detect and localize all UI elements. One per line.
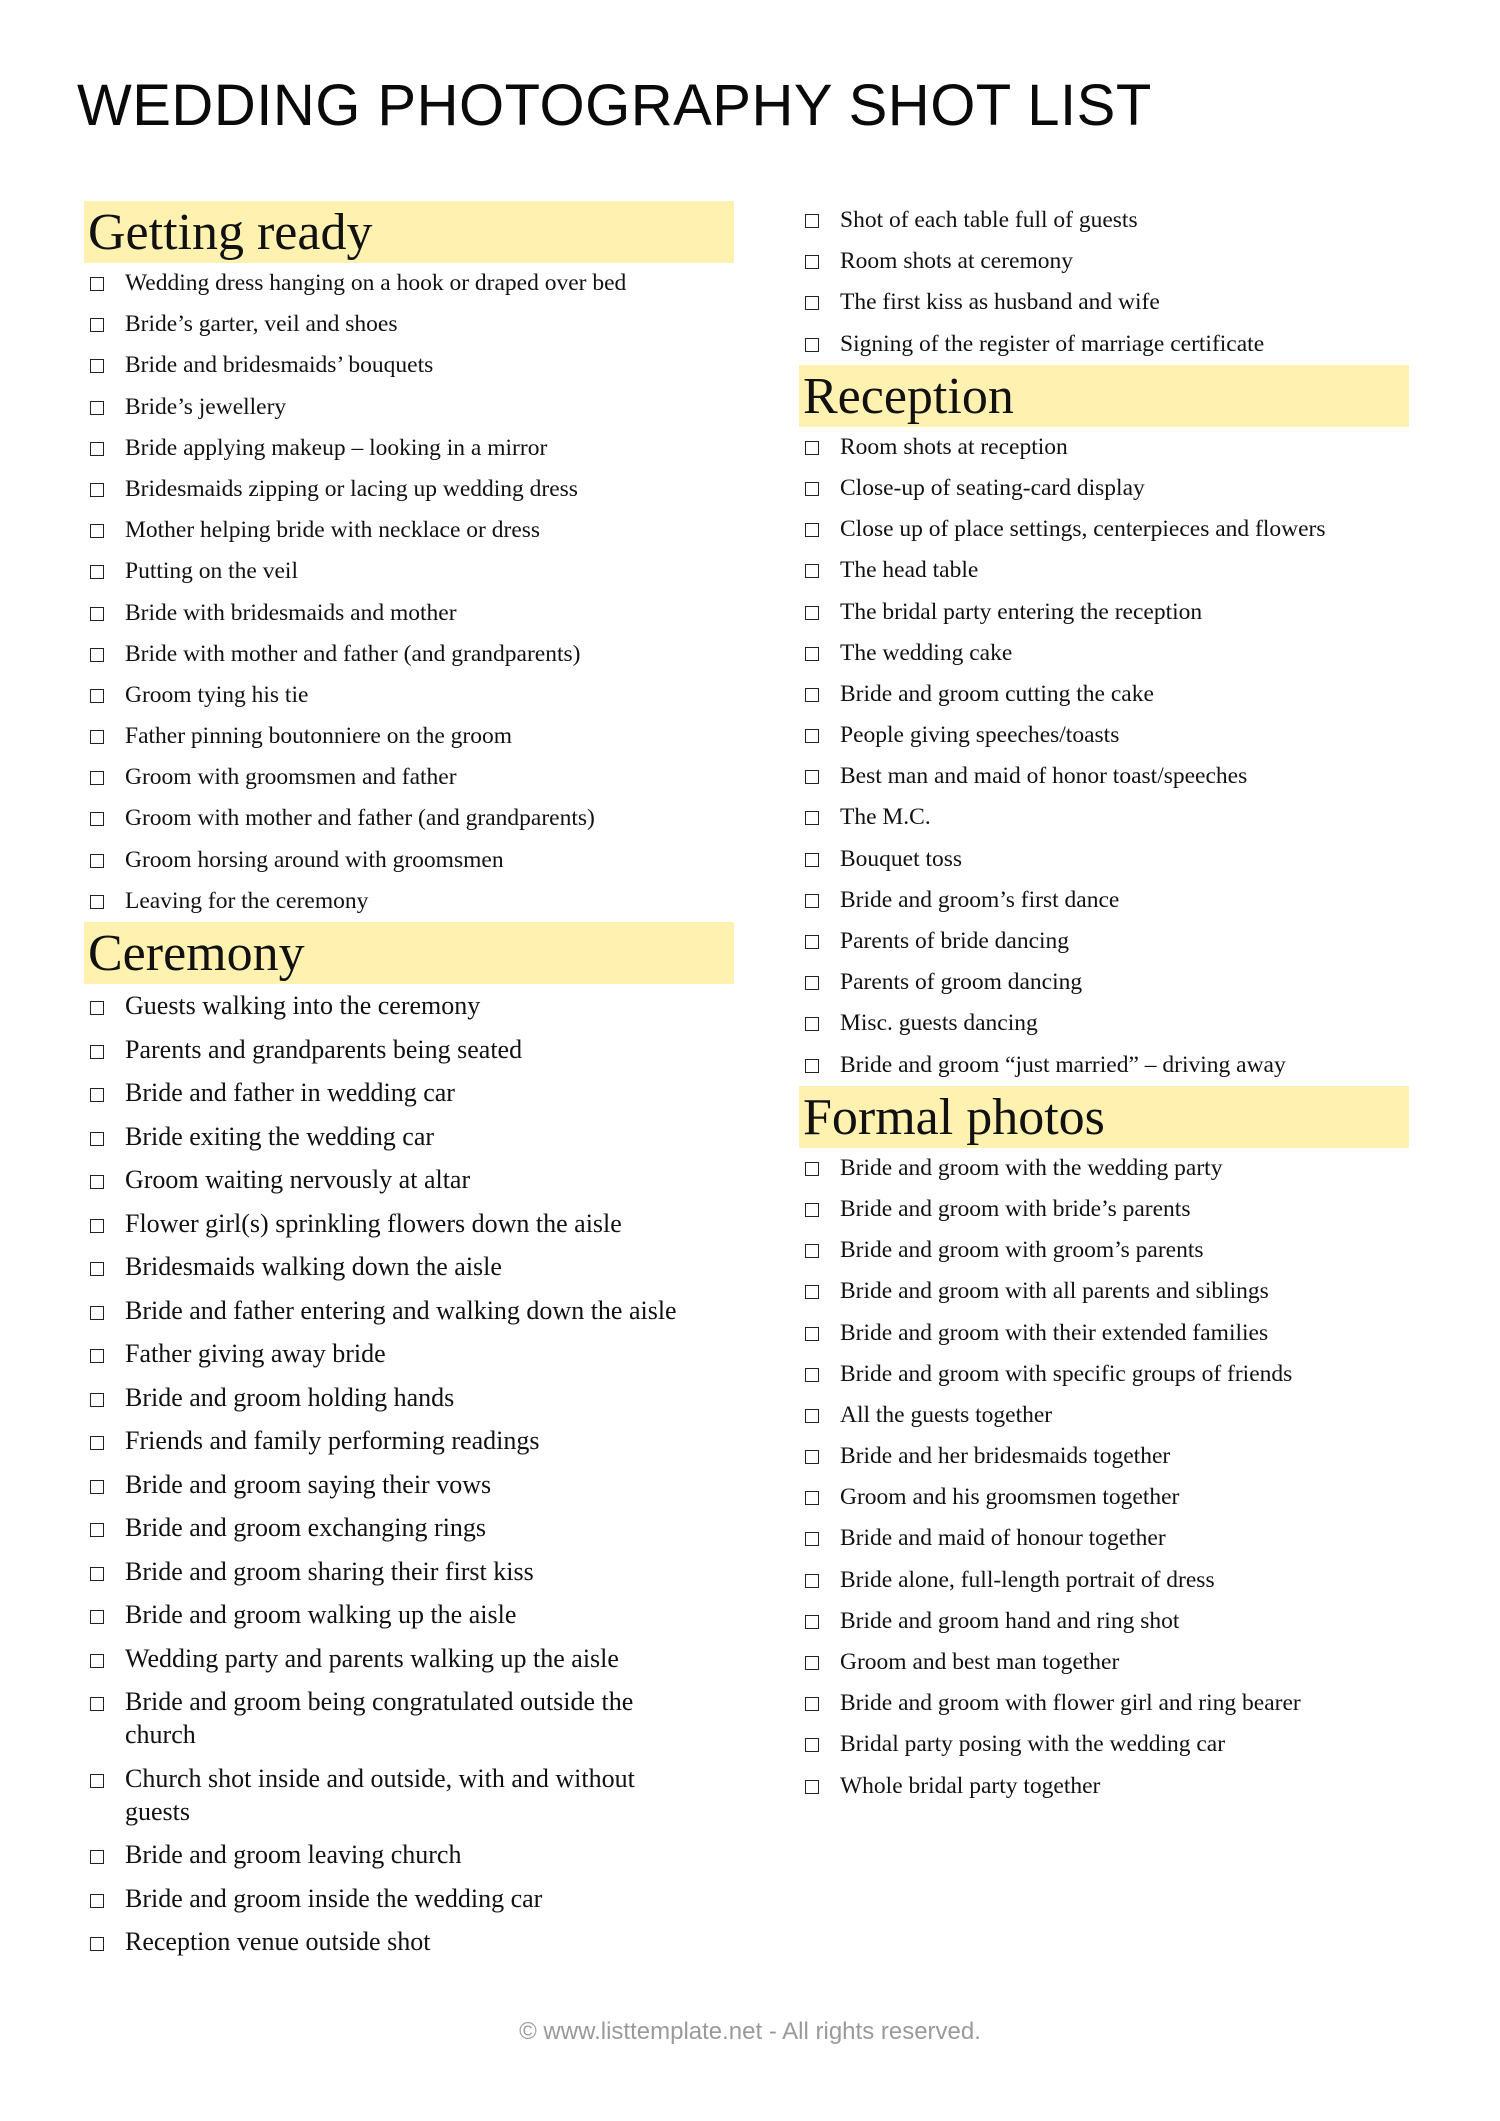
page-title: WEDDING PHOTOGRAPHY SHOT LIST — [77, 73, 1152, 138]
section-heading-reception: Reception — [799, 365, 1409, 427]
checklist-item-label: Guests walking into the ceremony — [125, 991, 481, 1020]
checkbox-icon[interactable] — [805, 564, 819, 578]
checklist-item-label: Groom and his groomsmen together — [840, 1484, 1180, 1511]
checkbox-icon[interactable] — [90, 1306, 104, 1320]
checklist-item-label: Father giving away bride — [125, 1339, 386, 1368]
checkbox-icon[interactable] — [90, 1654, 104, 1668]
checklist-item — [799, 1436, 1409, 1477]
checklist-item — [799, 592, 1409, 633]
checklist-item — [799, 1518, 1409, 1559]
checkbox-icon[interactable] — [805, 338, 819, 352]
checkbox-icon[interactable] — [90, 318, 104, 332]
checklist-item — [84, 881, 734, 922]
checklist-item — [84, 387, 734, 428]
checkbox-icon[interactable] — [90, 1001, 104, 1015]
checkbox-icon[interactable] — [805, 255, 819, 269]
checklist-item — [84, 1332, 734, 1376]
checkbox-icon[interactable] — [90, 1436, 104, 1450]
checkbox-icon[interactable] — [90, 689, 104, 703]
checklist-item-label: Bride and groom saying their vows — [125, 1469, 492, 1499]
checklist-item — [84, 345, 734, 386]
checkbox-icon[interactable] — [805, 1697, 819, 1711]
checklist-item — [84, 634, 734, 675]
checklist-item-label: Close up of place settings, centerpieces and flowers — [840, 516, 1326, 543]
checkbox-icon[interactable] — [90, 483, 104, 497]
checkbox-icon[interactable] — [805, 1409, 819, 1423]
checklist-item — [799, 674, 1409, 715]
checkbox-icon[interactable] — [805, 296, 819, 310]
checklist-item — [799, 880, 1409, 921]
checklist-item — [799, 1683, 1409, 1724]
checkbox-icon[interactable] — [90, 1219, 104, 1233]
checkbox-icon[interactable] — [90, 730, 104, 744]
checkbox-icon[interactable] — [90, 1937, 104, 1951]
checkbox-icon[interactable] — [805, 1285, 819, 1299]
checklist-item — [799, 715, 1409, 756]
checklist-item-label: The wedding cake — [840, 639, 1013, 666]
checklist-item-label: Flower girl(s) sprinkling flowers down the aisle — [125, 1208, 622, 1238]
checklist-item-label: Misc. guests dancing — [840, 1010, 1038, 1037]
checklist-item — [84, 1115, 734, 1159]
checklist-item-label: Bride applying makeup – looking in a mirror — [125, 434, 548, 461]
checklist-item — [799, 1045, 1409, 1086]
checklist-item — [84, 798, 734, 839]
checklist-item-label: Bride and groom exchanging rings — [125, 1513, 487, 1542]
checkbox-icon[interactable] — [805, 482, 819, 496]
checklist-item-label: Bride and groom with groom’s parents — [840, 1237, 1204, 1264]
checklist-item — [799, 756, 1409, 797]
checkbox-icon[interactable] — [805, 770, 819, 784]
checkbox-icon[interactable] — [805, 1203, 819, 1217]
checklist-item-label: The bridal party entering the reception — [840, 598, 1203, 625]
checkbox-icon[interactable] — [90, 812, 104, 826]
checklist-item — [84, 1550, 734, 1594]
checkbox-icon[interactable] — [90, 1697, 104, 1711]
checklist-item — [799, 1601, 1409, 1642]
checkbox-icon[interactable] — [90, 648, 104, 662]
checkbox-icon[interactable] — [90, 607, 104, 621]
checkbox-icon[interactable] — [90, 524, 104, 538]
checklist-item-label: Parents of bride dancing — [840, 928, 1070, 954]
checkbox-icon[interactable] — [90, 1894, 104, 1908]
checklist-item — [84, 551, 734, 592]
checkbox-icon[interactable] — [90, 1262, 104, 1276]
checklist-item-label: Groom with groomsmen and father — [125, 764, 457, 791]
checklist-item-label: Groom waiting nervously at altar — [125, 1165, 471, 1194]
checklist-item-label: Bride and groom’s first dance — [840, 886, 1120, 913]
checkbox-icon[interactable] — [805, 647, 819, 661]
checklist-item-label: Signing of the register of marriage certificate — [840, 330, 1265, 357]
checkbox-icon[interactable] — [805, 853, 819, 867]
checklist-item — [84, 304, 734, 345]
checklist-item-label: Bride alone, full-length portrait of dress — [840, 1566, 1215, 1593]
checklist-item-label: Bride and groom sharing their first kiss — [125, 1556, 534, 1586]
checklist-item — [84, 1593, 734, 1637]
checklist-item-label: Bride and groom with all parents and siblings — [840, 1278, 1269, 1305]
checklist-item — [799, 468, 1409, 509]
ceremony-continued-list — [799, 200, 1409, 365]
checklist-item — [84, 510, 734, 551]
checklist-item — [799, 1724, 1409, 1765]
checklist-item-label: Bride and groom with the wedding party — [840, 1154, 1223, 1181]
checklist-item — [799, 1313, 1409, 1354]
checklist-item-label: Wedding dress hanging on a hook or draped over bed — [125, 270, 627, 296]
left-column — [84, 201, 734, 1964]
checklist-item — [799, 241, 1409, 282]
checkbox-icon[interactable] — [90, 565, 104, 579]
checkbox-icon[interactable] — [90, 1774, 104, 1788]
checklist-item — [84, 984, 734, 1028]
checklist-item-label: Groom horsing around with groomsmen — [125, 846, 504, 873]
checklist-item-label: Bride’s garter, veil and shoes — [125, 311, 398, 338]
checklist-item-label: Best man and maid of honor toast/speeches — [840, 763, 1248, 790]
checklist-item — [799, 550, 1409, 591]
checklist-item — [799, 282, 1409, 323]
checklist-item — [799, 962, 1409, 1003]
checklist-item-label: Bride with bridesmaids and mother — [125, 599, 457, 626]
checkbox-icon[interactable] — [805, 1532, 819, 1546]
checkbox-icon[interactable] — [805, 1615, 819, 1629]
checklist-item-label: The first kiss as husband and wife — [840, 289, 1160, 316]
checklist-item-label: Friends and family performing readings — [125, 1426, 540, 1455]
ceremony-list — [84, 984, 734, 1964]
checkbox-icon[interactable] — [805, 1244, 819, 1258]
checkbox-icon[interactable] — [90, 1480, 104, 1494]
checkbox-icon[interactable] — [805, 523, 819, 537]
checklist-item — [799, 1003, 1409, 1044]
checklist-item — [799, 509, 1409, 550]
getting-ready-list — [84, 263, 734, 922]
checklist-item — [799, 324, 1409, 365]
checkbox-icon[interactable] — [805, 1368, 819, 1382]
checklist-item — [84, 716, 734, 757]
checkbox-icon[interactable] — [805, 1162, 819, 1176]
checklist-item-label: Bride’s jewellery — [125, 393, 287, 420]
checklist-item — [84, 428, 734, 469]
checklist-item — [799, 1642, 1409, 1683]
checklist-item — [84, 757, 734, 798]
checklist-item-label: Bridal party posing with the wedding car — [840, 1731, 1226, 1758]
checklist-item-label: Bride and groom cutting the cake — [840, 680, 1154, 707]
checklist-item-label: Church shot inside and outside, with and without guests — [125, 1763, 635, 1826]
checklist-item — [84, 1289, 734, 1333]
checkbox-icon[interactable] — [90, 1349, 104, 1363]
checkbox-icon[interactable] — [805, 976, 819, 990]
checkbox-icon[interactable] — [90, 442, 104, 456]
checklist-item-label: Bride with mother and father (and grandparents) — [125, 640, 581, 667]
checklist-item — [84, 1376, 734, 1420]
checkbox-icon[interactable] — [805, 1491, 819, 1505]
checkbox-icon[interactable] — [90, 1850, 104, 1864]
checklist-item — [799, 1230, 1409, 1271]
checklist-item — [84, 1028, 734, 1072]
checkbox-icon[interactable] — [90, 1567, 104, 1581]
checkbox-icon[interactable] — [805, 688, 819, 702]
checkbox-icon[interactable] — [805, 1059, 819, 1073]
checklist-item — [84, 1920, 734, 1964]
checklist-item — [799, 1477, 1409, 1518]
checklist-item — [84, 1637, 734, 1681]
checkbox-icon[interactable] — [805, 935, 819, 949]
checklist-item-label: Bride and groom holding hands — [125, 1382, 455, 1412]
checkbox-icon[interactable] — [805, 1656, 819, 1670]
checklist-item-label: Close-up of seating-card display — [840, 474, 1145, 501]
checklist-item-label: Bride and her bridesmaids together — [840, 1443, 1171, 1470]
section-heading-ceremony: Ceremony — [84, 922, 734, 984]
checklist-item-label: Bride and groom with bride’s parents — [840, 1195, 1191, 1222]
checklist-item — [799, 1395, 1409, 1436]
checklist-item-label: Mother helping bride with necklace or dress — [125, 517, 541, 544]
checklist-item-label: Bride and groom inside the wedding car — [125, 1883, 543, 1913]
checklist-item — [799, 839, 1409, 880]
checklist-item-label: Bride exiting the wedding car — [125, 1121, 435, 1151]
checklist-item-label: Room shots at ceremony — [840, 248, 1074, 275]
checkbox-icon[interactable] — [90, 895, 104, 909]
checklist-item — [84, 1158, 734, 1202]
checklist-item-label: Bride and groom being congratulated outside the church — [125, 1687, 634, 1749]
checklist-item-label: Whole bridal party together — [840, 1772, 1101, 1799]
checklist-item-label: Bridesmaids walking down the aisle — [125, 1252, 502, 1281]
checklist-item — [84, 1071, 734, 1115]
checklist-item — [84, 1680, 734, 1757]
checklist-item-label: Bride and maid of honour together — [840, 1525, 1166, 1552]
checklist-item-label: Groom tying his tie — [125, 681, 309, 708]
checklist-item — [799, 1189, 1409, 1230]
checklist-item-label: Bride and father entering and walking down the aisle — [125, 1295, 677, 1325]
checklist-item — [799, 1354, 1409, 1395]
checklist-item — [799, 200, 1409, 241]
checklist-item-label: Bridesmaids zipping or lacing up wedding dress — [125, 475, 578, 502]
checklist-item — [84, 675, 734, 716]
checkbox-icon[interactable] — [805, 1450, 819, 1464]
checklist-item-label: Bride and groom “just married” – driving away — [840, 1051, 1286, 1078]
checkbox-icon[interactable] — [90, 277, 104, 291]
checklist-item-label: Bride and groom with specific groups of friends — [840, 1360, 1293, 1387]
checklist-item — [799, 1560, 1409, 1601]
checklist-item-label: Bride and groom walking up the aisle — [125, 1600, 517, 1629]
checklist-item — [84, 1833, 734, 1877]
checklist-item-label: Putting on the veil — [125, 558, 298, 585]
checkbox-icon[interactable] — [805, 1327, 819, 1341]
checkbox-icon[interactable] — [90, 771, 104, 785]
checklist-item — [799, 1766, 1409, 1807]
checklist-item — [84, 840, 734, 881]
checklist-item — [84, 1757, 734, 1834]
checklist-item — [84, 1245, 734, 1289]
checklist-item-label: Bouquet toss — [840, 845, 963, 872]
checkbox-icon[interactable] — [805, 1574, 819, 1588]
checkbox-icon[interactable] — [805, 1017, 819, 1031]
checklist-item — [84, 593, 734, 634]
checklist-item — [84, 1419, 734, 1463]
checklist-item-label: Parents of groom dancing — [840, 969, 1083, 996]
checklist-item-label: Bride and groom with their extended families — [840, 1319, 1269, 1346]
checklist-item-label: Bride and groom leaving church — [125, 1840, 462, 1869]
checkbox-icon[interactable] — [90, 1132, 104, 1146]
checklist-item-label: Bride and groom hand and ring shot — [840, 1607, 1180, 1634]
checkbox-icon[interactable] — [90, 359, 104, 373]
checkbox-icon[interactable] — [805, 729, 819, 743]
checklist-item-label: Room shots at reception — [840, 433, 1068, 460]
checkbox-icon[interactable] — [90, 1088, 104, 1102]
checklist-item — [84, 1463, 734, 1507]
checklist-item-label: Parents and grandparents being seated — [125, 1034, 523, 1064]
checkbox-icon[interactable] — [805, 606, 819, 620]
checkbox-icon[interactable] — [805, 811, 819, 825]
checkbox-icon[interactable] — [805, 214, 819, 228]
checkbox-icon[interactable] — [90, 1045, 104, 1059]
checklist-item-label: Bride and father in wedding car — [125, 1078, 455, 1107]
section-heading-getting-ready: Getting ready — [84, 201, 734, 263]
checklist-item-label: The head table — [840, 557, 979, 584]
checklist-item-label: Groom with mother and father (and grandparents) — [125, 805, 595, 832]
checklist-item — [799, 921, 1409, 962]
checklist-item-label: All the guests together — [840, 1401, 1053, 1428]
checklist-item — [799, 1271, 1409, 1312]
checklist-item-label: Father pinning boutonniere on the groom — [125, 723, 513, 750]
checklist-item-label: The M.C. — [840, 804, 931, 831]
checkbox-icon[interactable] — [90, 1610, 104, 1624]
formal-photos-list — [799, 1148, 1409, 1807]
checklist-item — [799, 633, 1409, 674]
right-column — [799, 200, 1409, 1807]
checklist-item-label: Bride and bridesmaids’ bouquets — [125, 352, 434, 379]
checklist-item-label: People giving speeches/toasts — [840, 722, 1120, 749]
checkbox-icon[interactable] — [90, 401, 104, 415]
checklist-item-label: Groom and best man together — [840, 1649, 1120, 1675]
checklist-item — [799, 797, 1409, 838]
checkbox-icon[interactable] — [90, 854, 104, 868]
checkbox-icon[interactable] — [805, 894, 819, 908]
reception-list — [799, 427, 1409, 1086]
checklist-item — [84, 469, 734, 510]
copyright-footer: © www.listtemplate.net - All rights reserved. — [519, 2018, 981, 2045]
checklist-item-label: Bride and groom with flower girl and ring bearer — [840, 1690, 1301, 1717]
checklist-item — [84, 1506, 734, 1550]
checklist-item — [799, 427, 1409, 468]
checkbox-icon[interactable] — [805, 1780, 819, 1794]
checklist-item — [84, 1202, 734, 1246]
checkbox-icon[interactable] — [90, 1393, 104, 1407]
checklist-item-label: Shot of each table full of guests — [840, 207, 1138, 233]
checklist-item-label: Leaving for the ceremony — [125, 887, 369, 914]
checklist-item — [799, 1148, 1409, 1189]
checkbox-icon[interactable] — [90, 1175, 104, 1189]
section-heading-formal-photos: Formal photos — [799, 1086, 1409, 1148]
checklist-item — [84, 1877, 734, 1921]
checkbox-icon[interactable] — [90, 1523, 104, 1537]
checklist-item-label: Reception venue outside shot — [125, 1927, 431, 1956]
checklist-item-label: Wedding party and parents walking up the aisle — [125, 1643, 619, 1673]
checkbox-icon[interactable] — [805, 441, 819, 455]
checkbox-icon[interactable] — [805, 1738, 819, 1752]
checklist-item — [84, 263, 734, 304]
